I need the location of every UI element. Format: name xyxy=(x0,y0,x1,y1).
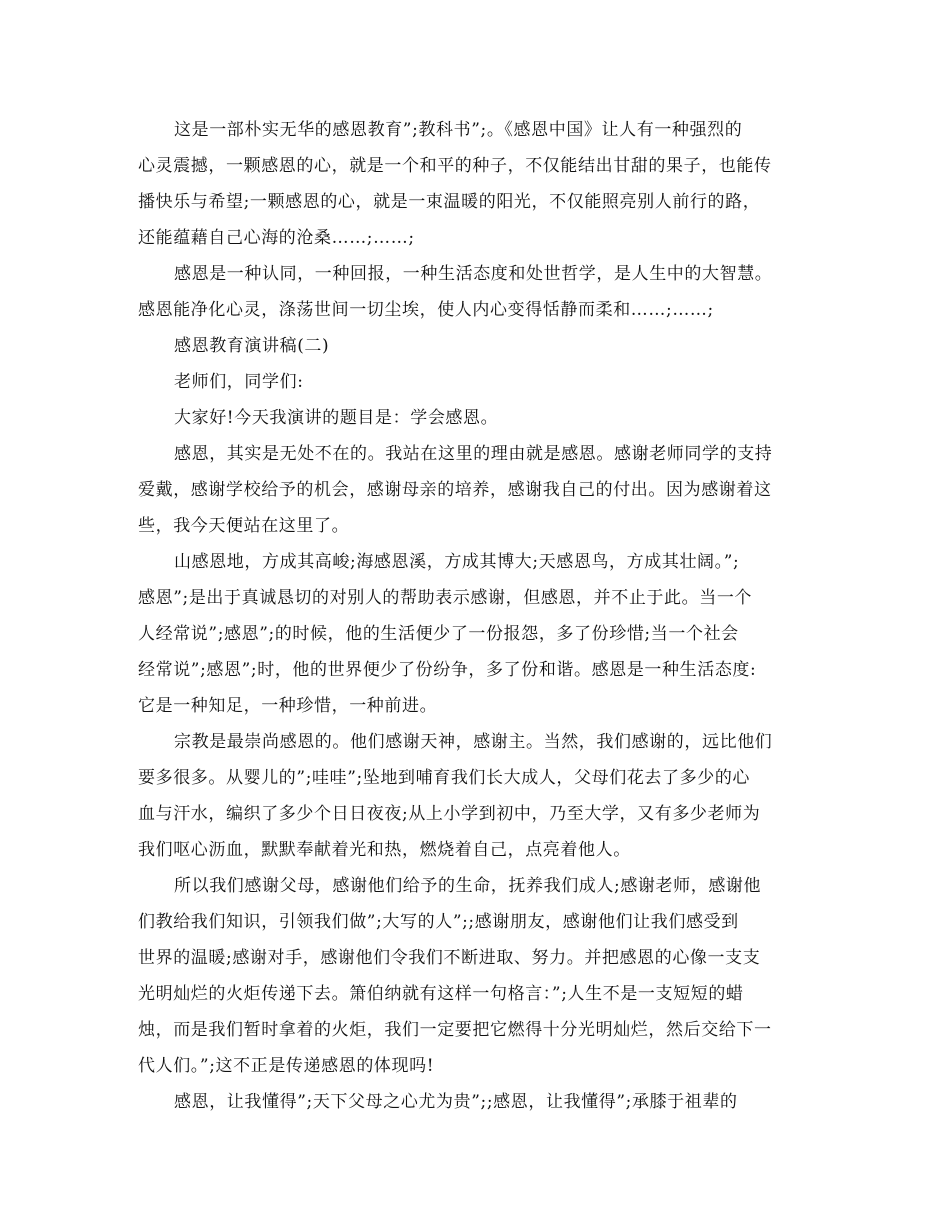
text-line: 我们呕心沥血，默默奉献着光和热，燃烧着自己，点亮着他人。 xyxy=(138,840,631,860)
text-line: 大家好!今天我演讲的题目是：学会感恩。 xyxy=(174,408,499,428)
text-line: 感恩，让我懂得”;天下父母之心尤为贵”;;感恩，让我懂得”;承膝于祖辈的 xyxy=(174,1092,738,1112)
paragraph xyxy=(138,364,818,400)
text-line: 感恩能净化心灵，涤荡世间一切尘埃，使人内心变得恬静而柔和……;……; xyxy=(138,300,714,320)
text-line: 感恩教育演讲稿(二) xyxy=(174,336,330,356)
paragraph xyxy=(138,256,818,328)
text-line: 它是一种知足，一种珍惜，一种前进。 xyxy=(138,696,438,716)
paragraph xyxy=(138,400,818,436)
text-line: 们教给我们知识，引领我们做”;大写的人”;;感谢朋友，感谢他们让我们感受到 xyxy=(138,912,739,932)
text-line: 血与汗水，编织了多少个日日夜夜;从上小学到初中，乃至大学，又有多少老师为 xyxy=(138,804,761,824)
paragraph xyxy=(138,328,818,364)
text-line: 心灵震撼，一颗感恩的心，就是一个和平的种子，不仅能结出甘甜的果子，也能传 xyxy=(138,156,772,176)
text-line: 光明灿烂的火炬传递下去。箫伯纳就有这样一句格言：”;人生不是一支短短的蜡 xyxy=(138,984,744,1004)
text-line: 些，我今天便站在这里了。 xyxy=(138,516,350,536)
paragraph xyxy=(138,112,818,256)
text-line: 老师们，同学们: xyxy=(174,372,304,392)
paragraph xyxy=(138,724,818,868)
text-line: 宗教是最崇尚感恩的。他们感谢天神，感谢主。当然，我们感谢的，远比他们 xyxy=(174,732,773,752)
text-line: 人经常说”;感恩”;的时候，他的生活便少了一份报怨，多了份珍惜;当一个社会 xyxy=(138,624,739,644)
text-line: 烛，而是我们暂时拿着的火炬，我们一定要把它燃得十分光明灿烂，然后交给下一 xyxy=(138,1020,772,1040)
text-line: 山感恩地，方成其高峻;海感恩溪，方成其博大;天感恩鸟，方成其壮阔。”; xyxy=(174,552,740,572)
text-line: 还能蕴藉自己心海的沧桑……;……; xyxy=(138,228,415,248)
text-line: 所以我们感谢父母，感谢他们给予的生命，抚养我们成人;感谢老师，感谢他 xyxy=(174,876,762,896)
text-line: 世界的温暖;感谢对手，感谢他们令我们不断进取、努力。并把感恩的心像一支支 xyxy=(138,948,761,968)
text-line: 播快乐与希望;一颗感恩的心，就是一束温暖的阳光，不仅能照亮别人前行的路， xyxy=(138,192,761,212)
paragraph xyxy=(138,544,818,724)
text-line: 爱戴，感谢学校给予的机会，感谢母亲的培养，感谢我自己的付出。因为感谢着这 xyxy=(138,480,772,500)
text-line: 经常说”;感恩”;时，他的世界便少了份纷争，多了份和谐。感恩是一种生活态度: xyxy=(138,660,757,680)
text-line: 代人们。”;这不正是传递感恩的体现吗! xyxy=(138,1056,435,1076)
text-line: 这是一部朴实无华的感恩教育”;教科书”;。《感恩中国》让人有一种强烈的 xyxy=(174,120,743,140)
text-line: 要多很多。从婴儿的”;哇哇”;坠地到哺育我们长大成人，父母们花去了多少的心 xyxy=(138,768,751,788)
paragraph xyxy=(138,868,818,1084)
text-line: 感恩是一种认同，一种回报，一种生活态度和处世哲学，是人生中的大智慧。 xyxy=(174,264,773,284)
paragraph xyxy=(138,436,818,544)
text-line: 感恩，其实是无处不在的。我站在这里的理由就是感恩。感谢老师同学的支持 xyxy=(174,444,773,464)
paragraph xyxy=(138,1084,818,1120)
text-line: 感恩”;是出于真诚恳切的对别人的帮助表示感谢，但感恩，并不止于此。当一个 xyxy=(138,588,753,608)
document-page xyxy=(138,112,818,1120)
